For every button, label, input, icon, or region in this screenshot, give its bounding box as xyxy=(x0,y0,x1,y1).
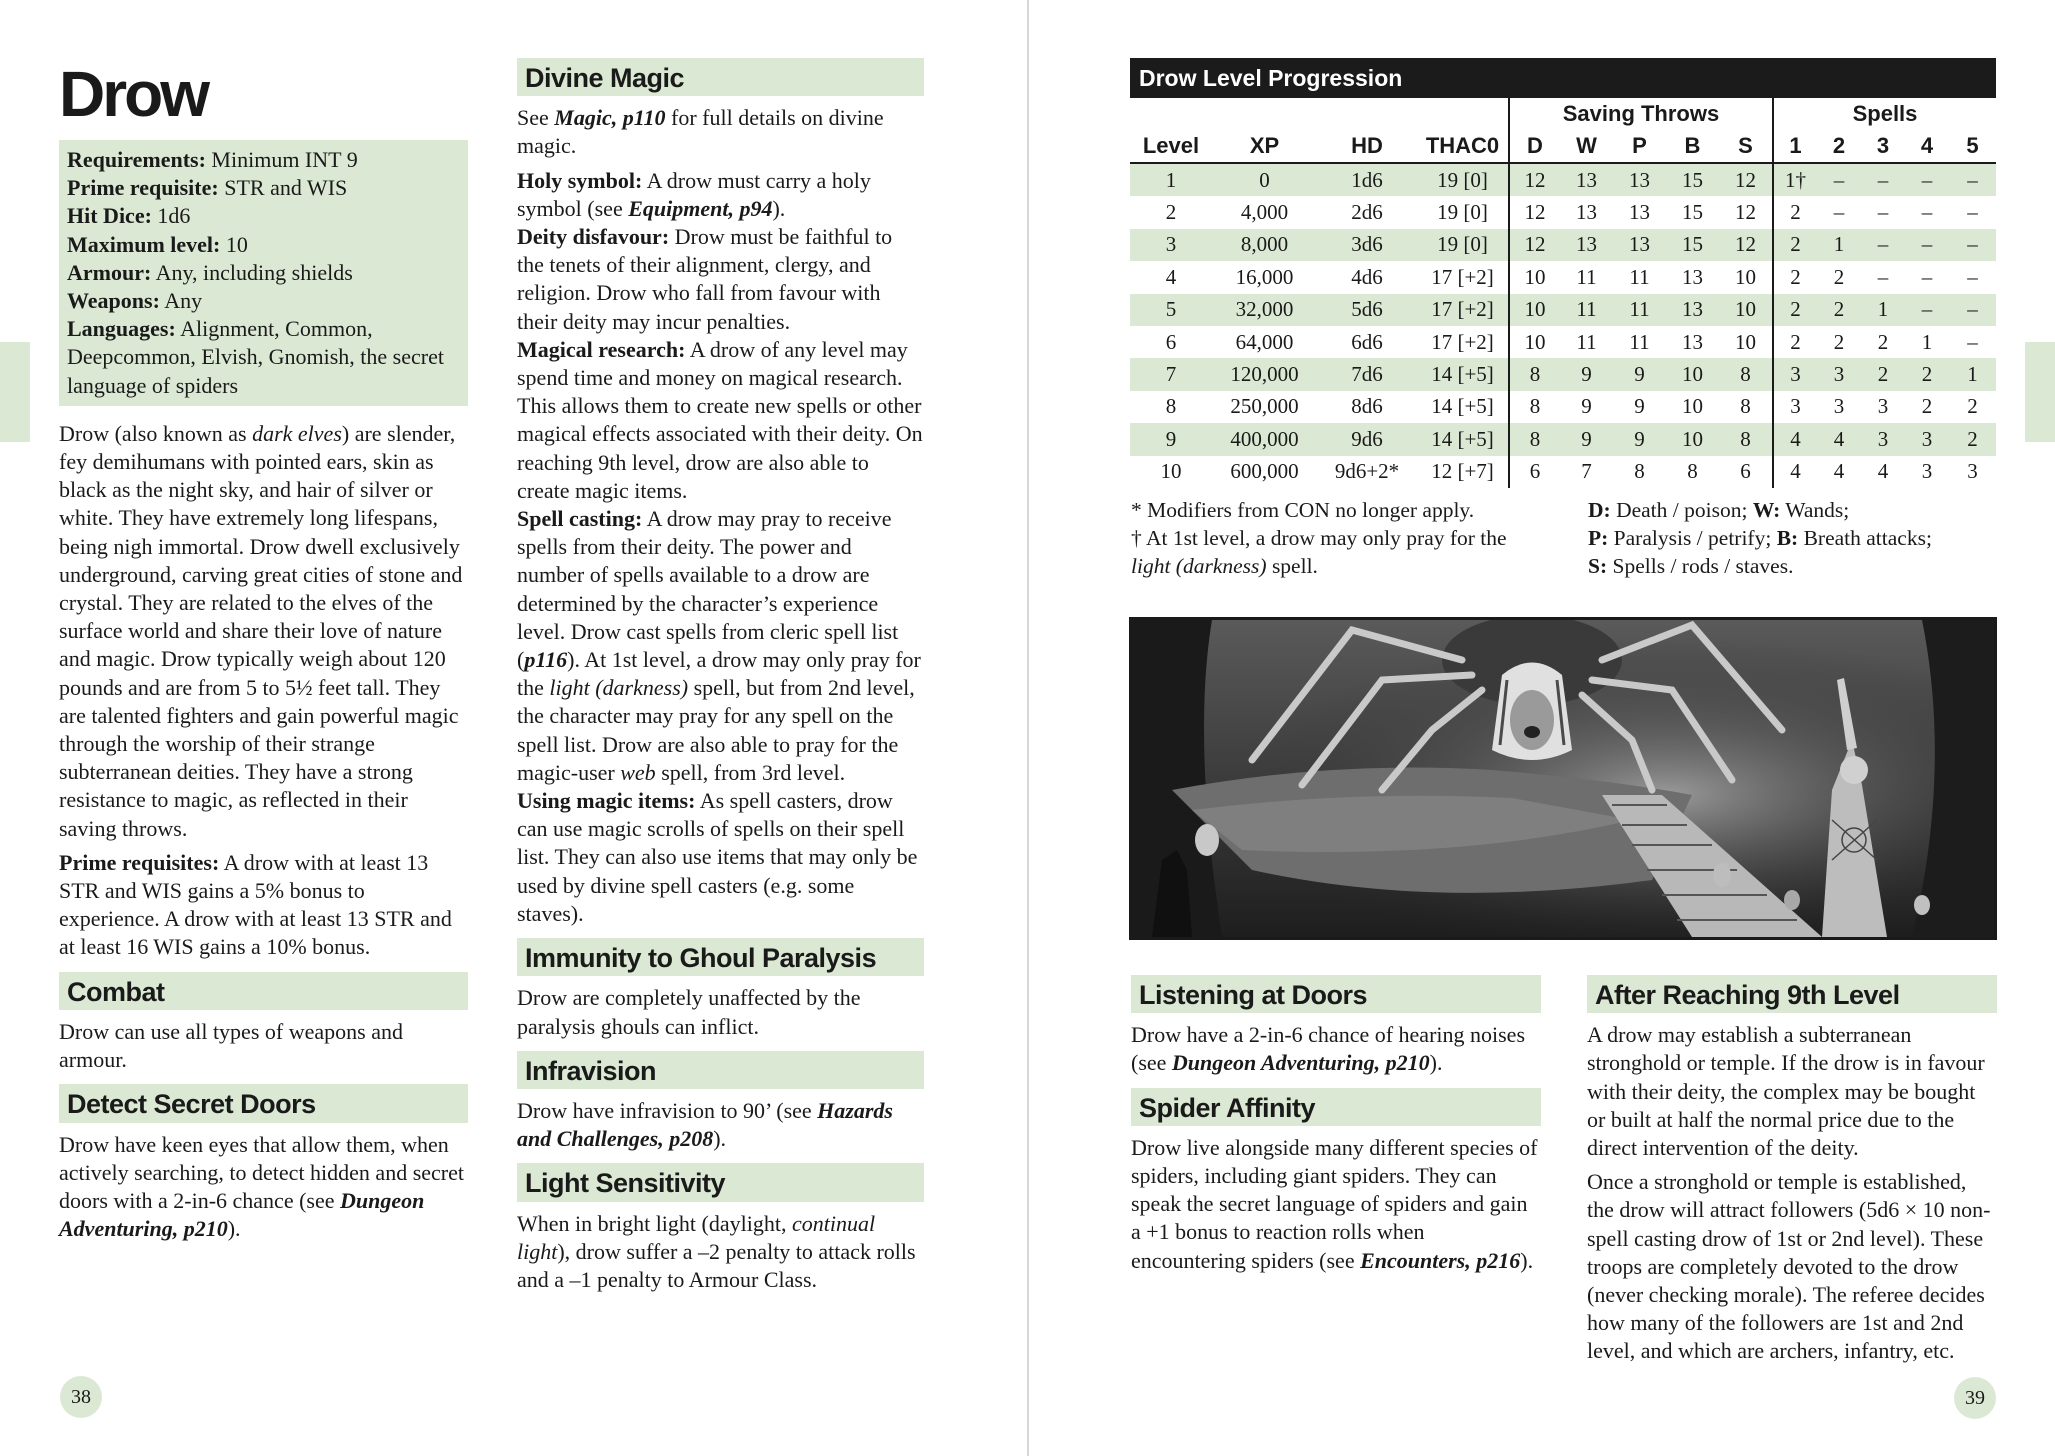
table-cell: 4 xyxy=(1833,459,1845,484)
ninth-level-text-1: A drow may establish a subterranean stronghold or temple. If the drow is in favour with their deity, the complex may be bought or built at half the normal price due to the direct intervention of the deity. xyxy=(1587,1022,1985,1161)
table-cell: – xyxy=(1861,229,1905,261)
key-line-1: D: Death / poison; W: Wands; xyxy=(1588,498,1850,522)
illustration-art xyxy=(1132,620,1994,937)
key-line-3: S: Spells / rods / staves. xyxy=(1588,554,1794,578)
table-cell: 19 [0] xyxy=(1417,229,1509,261)
saving-throws-group: Saving Throws xyxy=(1509,98,1773,130)
table-cell: 13 xyxy=(1682,264,1703,289)
stat-maximum-level: Maximum level: 10 xyxy=(67,231,248,257)
table-cell: 2 xyxy=(1165,200,1177,225)
table-cell: 10 xyxy=(1719,294,1773,326)
page-gutter xyxy=(1027,0,1029,1456)
table-cell: 1† xyxy=(1773,163,1817,196)
table-cell: 13 xyxy=(1576,200,1597,225)
table-cell: 13 xyxy=(1560,229,1613,261)
table-cell: 8 xyxy=(1509,423,1560,455)
table-cell: 6 xyxy=(1740,459,1751,484)
listening-text: Drow have a 2-in-6 chance of hearing noises (see Dungeon Adventuring, p210). xyxy=(1131,1022,1526,1076)
stat-hit-dice: Hit Dice: 1d6 xyxy=(67,203,191,229)
table-row xyxy=(1130,358,1996,390)
table-cell: 0 xyxy=(1212,163,1317,196)
stat-prime-requisite: Prime requisite: STR and WIS xyxy=(67,175,348,201)
table-cell: 10 xyxy=(1509,261,1560,293)
table-cell: 4d6 xyxy=(1351,264,1383,289)
table-cell: 6 xyxy=(1165,329,1177,354)
table-cell: 14 [+5] xyxy=(1431,394,1494,419)
saving-throw-key xyxy=(1588,496,1998,580)
table-cell: – xyxy=(1921,264,1933,289)
magical-research-text: Magical research: A drow of any level may spend time and money on magical research. This allows them to create new spells or other magical effects associated with their deity. On reaching 9th level, drow are also able to create magic items. xyxy=(517,336,923,503)
table-cell: 15 xyxy=(1666,229,1719,261)
table-cell: 19 [0] xyxy=(1417,163,1509,196)
table-cell: 7 xyxy=(1130,358,1212,390)
table-cell: 9d6 xyxy=(1317,423,1417,455)
table-cell: 2 xyxy=(1967,394,1978,419)
col-header: THAC0 xyxy=(1417,130,1509,163)
table-cell: 1 xyxy=(1130,163,1212,196)
table-cell: 8,000 xyxy=(1212,229,1317,261)
table-cell: 5d6 xyxy=(1317,294,1417,326)
spider-affinity-heading: Spider Affinity xyxy=(1131,1088,1541,1126)
table-cell: 15 xyxy=(1682,200,1703,225)
detect-secret-doors-heading: Detect Secret Doors xyxy=(59,1084,468,1122)
table-cell: 10 xyxy=(1666,358,1719,390)
table-cell: 8d6 xyxy=(1351,394,1383,419)
table-cell: 3 xyxy=(1773,358,1817,390)
prime-requisites-paragraph: Prime requisites: A drow with at least 13 STR and WIS gains a 5% bonus to experience. A drow with at least 13 STR and at least 16 WIS gains a 10% bonus. xyxy=(59,849,452,960)
right-thumb-tab xyxy=(2025,342,2055,442)
table-cell: 8 xyxy=(1719,423,1773,455)
table-cell: 8 xyxy=(1509,391,1560,423)
right-column-left xyxy=(1131,975,1541,1281)
table-cell: 1d6 xyxy=(1317,163,1417,196)
table-cell: 6 xyxy=(1509,456,1560,488)
table-cell: 12 xyxy=(1509,196,1560,228)
combat-heading: Combat xyxy=(59,972,468,1010)
detect-secret-doors-text: Drow have keen eyes that allow them, when actively searching, to detect hidden and secret doors with a 2-in-6 chance (see Dungeon Adventuring, p210). xyxy=(59,1131,464,1242)
col-header: 3 xyxy=(1861,130,1905,163)
table-cell: 12 xyxy=(1509,163,1560,196)
drow-spider-illustration xyxy=(1129,617,1997,940)
page-title: Drow xyxy=(59,58,207,130)
light-sensitivity-text: When in bright light (daylight, continual light), drow suffer a –2 penalty to attack rolls and a –1 penalty to Armour Class. xyxy=(517,1210,916,1292)
table-cell: 2 xyxy=(1905,358,1949,390)
level-progression-table xyxy=(1130,58,1996,488)
table-cell: 11 xyxy=(1576,329,1597,354)
table-cell: 13 xyxy=(1613,163,1666,196)
deity-disfavour-text: Deity disfavour: Drow must be faithful to the tenets of their alignment, clergy, and religion. Drow who fall from favour with their deity may incur penalties. xyxy=(517,224,893,334)
table-cell: 13 xyxy=(1666,294,1719,326)
table-cell: 8 xyxy=(1687,459,1698,484)
table-cell: 17 [+2] xyxy=(1431,264,1494,289)
table-cell: 3 xyxy=(1130,229,1212,261)
table-cell: – xyxy=(1967,329,1978,354)
table-cell: 1 xyxy=(1861,294,1905,326)
table-cell: 1 xyxy=(1949,358,1996,390)
divine-magic-intro: See Magic, p110 for full details on divine magic. xyxy=(517,105,884,159)
table-cell: 2 xyxy=(1833,264,1845,289)
table-cell: 10 xyxy=(1735,329,1756,354)
col-header: D xyxy=(1509,130,1560,163)
table-footnotes xyxy=(1131,496,1551,580)
table-cell: – xyxy=(1817,163,1861,196)
table-cell: – xyxy=(1833,200,1845,225)
ghoul-paralysis-text: Drow are completely unaffected by the paralysis ghouls can inflict. xyxy=(517,985,861,1039)
table-cell: – xyxy=(1905,294,1949,326)
intro-paragraph: Drow (also known as dark elves) are slender, fey demihumans with pointed ears, skin as black as the night sky, and hair of silver or white. They have extremely long lifespans, being nigh immortal. Drow dwell exclusively underground, carving great cities of stone and crystal. They are related to the elves of the surface world and share their love of nature and magic. Drow typically weigh about 120 pounds and are from 5 to 5½ feet tall. They are talented fighters and gain powerful magic through the worship of their strange subterranean deities. They have a strong resistance to magic, as reflected in their saving throws. xyxy=(59,420,463,841)
table-cell: 2 xyxy=(1773,196,1817,228)
ninth-level-heading: After Reaching 9th Level xyxy=(1587,975,1997,1013)
spell-casting-text: Spell casting: A drow may pray to receive spells from their deity. The power and number of spells available to a drow are determined by the character’s experience level. Drow cast spells from cleric spell list (p116). At 1st level, a drow may only pray for the light (darkness) spell, but from 2nd level, the character may pray for any spell on the spell list. Drow are also able to pray for the magic-user web spell, from 3rd level. xyxy=(517,506,921,785)
col-header: 4 xyxy=(1905,130,1949,163)
table-cell: 2 xyxy=(1817,294,1861,326)
table-cell: 9 xyxy=(1613,358,1666,390)
table-cell: – xyxy=(1967,200,1978,225)
ghoul-paralysis-heading: Immunity to Ghoul Paralysis xyxy=(517,938,924,976)
table-cell: 10 xyxy=(1509,294,1560,326)
right-column-right xyxy=(1587,975,1997,1372)
table-cell: 13 xyxy=(1613,229,1666,261)
spells-group: Spells xyxy=(1773,98,1996,130)
table-cell: 9d6+2* xyxy=(1334,459,1400,484)
table-cell: 8 xyxy=(1740,394,1751,419)
left-thumb-tab xyxy=(0,342,30,442)
table-cell: 9 xyxy=(1130,423,1212,455)
table-cell: 32,000 xyxy=(1212,294,1317,326)
table-title: Drow Level Progression xyxy=(1130,58,1996,98)
table-cell: – xyxy=(1949,294,1996,326)
table-cell: 2 xyxy=(1949,423,1996,455)
table-cell: – xyxy=(1877,200,1889,225)
table-cell: 7d6 xyxy=(1317,358,1417,390)
infravision-heading: Infravision xyxy=(517,1051,924,1089)
stat-block xyxy=(59,140,468,406)
table-cell: 2 xyxy=(1773,294,1817,326)
page-number-left: 38 xyxy=(60,1376,102,1418)
table-row xyxy=(1130,294,1996,326)
table-cell: 17 [+2] xyxy=(1431,329,1494,354)
light-sensitivity-heading: Light Sensitivity xyxy=(517,1163,924,1201)
col-header: 5 xyxy=(1949,130,1996,163)
table-cell: 4 xyxy=(1773,423,1817,455)
table-row xyxy=(1130,423,1996,455)
page-number-right: 39 xyxy=(1954,1377,1996,1419)
table-cell: – xyxy=(1905,163,1949,196)
key-line-2: P: Paralysis / petrify; B: Breath attacks; xyxy=(1588,526,1932,550)
table-cell: – xyxy=(1949,163,1996,196)
table-cell: 12 [+7] xyxy=(1431,459,1494,484)
table-cell: 2 xyxy=(1921,394,1933,419)
table-cell: 8 xyxy=(1509,358,1560,390)
table-group-header-row xyxy=(1130,98,1996,130)
table-cell: 3 xyxy=(1921,459,1933,484)
table-header-row xyxy=(1130,130,1996,163)
table-cell: 12 xyxy=(1719,163,1773,196)
table-cell: 10 xyxy=(1160,459,1182,484)
table-cell: 4 xyxy=(1165,264,1177,289)
table-cell: – xyxy=(1967,264,1978,289)
middle-column xyxy=(517,58,924,1300)
table-cell: 11 xyxy=(1629,329,1650,354)
table-cell: 9 xyxy=(1560,358,1613,390)
ninth-level-text-2: Once a stronghold or temple is established, the drow will attract followers (5d6 × 10 non-spell casting drow of 1st or 2nd level). These troops are completely devoted to the drow (never checking morale). The referee decides how many of the followers are 1st and 2nd level, and which are archers, infantry, etc. xyxy=(1587,1169,1991,1364)
stat-weapons: Weapons: Any xyxy=(67,288,203,314)
table-cell: 2 xyxy=(1877,329,1889,354)
table-cell: 6d6 xyxy=(1351,329,1383,354)
col-header: Level xyxy=(1130,130,1212,163)
table-row xyxy=(1130,391,1996,423)
left-column xyxy=(59,58,468,1249)
divine-magic-heading: Divine Magic xyxy=(517,58,924,96)
table-cell: 8 xyxy=(1719,358,1773,390)
stat-armour: Armour: Any, including shields xyxy=(67,259,353,285)
table-row xyxy=(1130,196,1996,228)
table-cell: 3 xyxy=(1967,459,1978,484)
stat-requirements: Requirements: Minimum INT 9 xyxy=(67,147,358,172)
table-cell: 3 xyxy=(1833,394,1845,419)
table-cell: 250,000 xyxy=(1230,394,1299,419)
table-cell: 7 xyxy=(1581,459,1592,484)
table-cell: 3 xyxy=(1773,391,1817,423)
table-cell: – xyxy=(1877,264,1889,289)
table-cell: 2 xyxy=(1773,229,1817,261)
table-cell: 16,000 xyxy=(1235,264,1294,289)
spider-affinity-text: Drow live alongside many different species of spiders, including giant spiders. They can speak the secret language of spiders and gain a +1 bonus to reaction rolls when encountering spiders (see Encounters, p216). xyxy=(1131,1134,1538,1273)
table-cell: 13 xyxy=(1682,329,1703,354)
table-cell: 9 xyxy=(1613,423,1666,455)
col-header: XP xyxy=(1212,130,1317,163)
table-cell: 9 xyxy=(1560,423,1613,455)
table-cell: 1 xyxy=(1921,329,1933,354)
table-cell: – xyxy=(1921,200,1933,225)
table-cell: 10 xyxy=(1666,423,1719,455)
table-cell: 2d6 xyxy=(1351,200,1383,225)
table-cell: 4 xyxy=(1877,459,1889,484)
table-cell: 5 xyxy=(1130,294,1212,326)
table-cell: 1 xyxy=(1817,229,1861,261)
col-header: B xyxy=(1666,130,1719,163)
table-cell: 4 xyxy=(1773,456,1817,488)
footnote-first-level: † At 1st level, a drow may only pray for the light (darkness) spell. xyxy=(1131,526,1507,578)
table-cell: 19 [0] xyxy=(1437,200,1488,225)
table-cell: 15 xyxy=(1666,163,1719,196)
stat-languages: Languages: Alignment, Common, Deepcommon, Elvish, Gnomish, the secret language of spiders xyxy=(67,316,444,398)
table-cell: 3 xyxy=(1817,358,1861,390)
footnote-con: * Modifiers from CON no longer apply. xyxy=(1131,498,1475,522)
table-cell: 12 xyxy=(1735,200,1756,225)
table-cell: 12 xyxy=(1509,229,1560,261)
col-header: 2 xyxy=(1817,130,1861,163)
table-cell: 11 xyxy=(1629,264,1650,289)
table-cell: 13 xyxy=(1629,200,1650,225)
table-cell: 2 xyxy=(1773,261,1817,293)
table-cell: 11 xyxy=(1576,264,1597,289)
table-cell: 4,000 xyxy=(1240,200,1289,225)
table-cell: 4 xyxy=(1817,423,1861,455)
table-body xyxy=(1130,163,1996,488)
combat-text: Drow can use all types of weapons and armour. xyxy=(59,1018,403,1073)
table-cell: 3 xyxy=(1905,423,1949,455)
table-cell: 3 xyxy=(1877,394,1889,419)
table-cell: 2 xyxy=(1773,326,1817,358)
table-cell: 120,000 xyxy=(1212,358,1317,390)
table-row xyxy=(1130,326,1996,358)
col-header: W xyxy=(1560,130,1613,163)
holy-symbol-text: Holy symbol: A drow must carry a holy symbol (see Equipment, p94). xyxy=(517,167,871,221)
table-cell: – xyxy=(1949,229,1996,261)
table-cell: 3 xyxy=(1861,423,1905,455)
table-row xyxy=(1130,456,1996,488)
table-cell: 12 xyxy=(1719,229,1773,261)
infravision-text: Drow have infravision to 90’ (see Hazards and Challenges, p208). xyxy=(517,1097,893,1152)
col-header: S xyxy=(1719,130,1773,163)
table-cell: 10 xyxy=(1735,264,1756,289)
col-header: HD xyxy=(1317,130,1417,163)
col-header: P xyxy=(1613,130,1666,163)
table-cell: 9 xyxy=(1634,394,1645,419)
table-cell: 14 [+5] xyxy=(1417,358,1509,390)
table-cell: 2 xyxy=(1833,329,1845,354)
table-cell: 8 xyxy=(1165,394,1177,419)
table-cell: – xyxy=(1861,163,1905,196)
listening-heading: Listening at Doors xyxy=(1131,975,1541,1013)
table-cell: 3d6 xyxy=(1317,229,1417,261)
table-cell: 2 xyxy=(1861,358,1905,390)
table-cell: 10 xyxy=(1682,394,1703,419)
table-cell: 64,000 xyxy=(1235,329,1294,354)
table-cell: 400,000 xyxy=(1212,423,1317,455)
col-header: 1 xyxy=(1773,130,1817,163)
table-row xyxy=(1130,261,1996,293)
table-cell: 600,000 xyxy=(1230,459,1299,484)
table-row xyxy=(1130,163,1996,196)
table-cell: 10 xyxy=(1509,326,1560,358)
table-cell: 11 xyxy=(1613,294,1666,326)
table-cell: 17 [+2] xyxy=(1417,294,1509,326)
table-cell: 11 xyxy=(1560,294,1613,326)
table-cell: 8 xyxy=(1634,459,1645,484)
table-cell: – xyxy=(1905,229,1949,261)
table-cell: 14 [+5] xyxy=(1417,423,1509,455)
table-cell: 9 xyxy=(1581,394,1592,419)
magic-items-text: Using magic items: As spell casters, drow can use magic scrolls of spells on their spell list. They can also use items that may only be used by divine spell casters (e.g. some staves). xyxy=(517,788,918,926)
table-cell: 13 xyxy=(1560,163,1613,196)
table-row xyxy=(1130,229,1996,261)
progression-grid xyxy=(1130,98,1996,488)
